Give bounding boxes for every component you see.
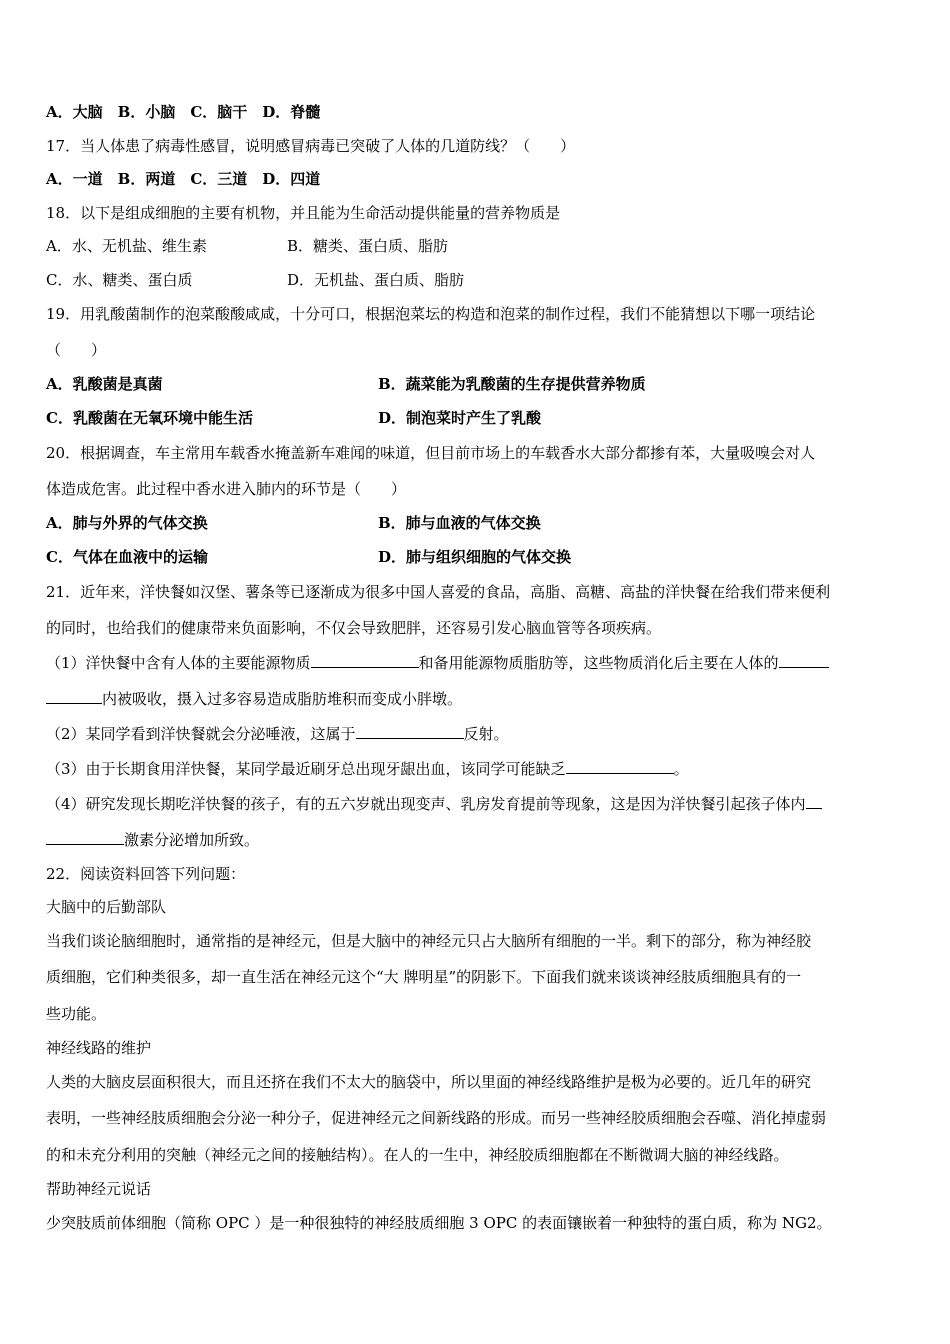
q21-part4-text-b: 激素分泌增加所致。 xyxy=(124,831,260,849)
q20-option-b: B．肺与血液的气体交换 xyxy=(378,514,541,532)
q16-options: A．大脑 B．小脑 C．脑干 D．脊髓 xyxy=(46,103,321,121)
q21-part1-text-b: 和备用能源物质脂肪等，这些物质消化后主要在人体的 xyxy=(418,654,779,672)
q18-option-d: D．无机盐、蛋白质、脂肪 xyxy=(287,271,465,289)
q20-option-d: D．肺与组织细胞的气体交换 xyxy=(378,548,572,566)
q19-option-d: D．制泡菜时产生了乳酸 xyxy=(378,409,542,427)
q21-part2-text-b: 反射。 xyxy=(463,725,509,743)
q21-part1-line2 xyxy=(46,688,462,709)
q22-para2-line1: 人类的大脑皮层面积很大，而且还挤在我们不太大的脑袋中，所以里面的神经线路维护是极为必要的。近几年的研究 xyxy=(46,1073,812,1091)
q22-heading-1: 大脑中的后勤部队 xyxy=(46,898,167,916)
q21-part2-text-a: （2）某同学看到洋快餐就会分泌唾液，这属于 xyxy=(46,725,356,743)
q22-para2-line3: 的和未充分利用的突触（神经元之间的接触结构）。在人的一生中，神经胶质细胞都在不断微调大脑的神经线路。 xyxy=(46,1146,789,1164)
q19-stem-line2: （ ） xyxy=(46,341,107,359)
q21-part1-blank-2a[interactable] xyxy=(779,652,829,668)
q22-stem: 22．阅读资料回答下列问题： xyxy=(46,865,246,883)
q22-para2-line2: 表明，一些神经肢质细胞会分泌一种分子，促进神经元之间新线路的形成。而另一些神经胶质细胞会吞噬、消化掉虚弱 xyxy=(46,1109,827,1127)
q20-option-a: A．肺与外界的气体交换 xyxy=(46,514,208,532)
q22-heading-2: 神经线路的维护 xyxy=(46,1039,152,1057)
q21-part4-line2 xyxy=(46,829,259,850)
q19-stem-line1: 19．用乳酸菌制作的泡菜酸酸咸咸，十分可口，根据泡菜坛的构造和泡菜的制作过程，我们不能猜想以下哪一项结论 xyxy=(46,305,816,323)
q21-part3-text-b: 。 xyxy=(673,760,689,778)
q21-part1-text-c: 内被吸收，摄入过多容易造成脂肪堆积而变成小胖墩。 xyxy=(102,690,463,708)
q21-part3 xyxy=(46,758,689,779)
q19-option-a: A．乳酸菌是真菌 xyxy=(46,375,163,393)
q22-para1-line2: 质细胞，它们种类很多，却一直生活在神经元这个“大 牌明星”的阴影下。下面我们就来谈谈神经肢质细胞具有的一 xyxy=(46,968,802,986)
q20-stem-line2: 体造成危害。此过程中香水进入肺内的环节是（ ） xyxy=(46,480,407,498)
q21-part3-blank[interactable] xyxy=(566,758,674,774)
q21-part1-line1 xyxy=(46,652,829,673)
q20-stem-line1: 20．根据调查，车主常用车载香水掩盖新车难闻的味道，但目前市场上的车载香水大部分都掺有苯，大量吸嗅会对人 xyxy=(46,444,816,462)
q21-part1-blank-1[interactable] xyxy=(311,652,419,668)
q21-part2-blank[interactable] xyxy=(356,723,464,739)
q22-heading-3: 帮助神经元说话 xyxy=(46,1180,152,1198)
q17-options: A．一道 B．两道 C．三道 D．四道 xyxy=(46,170,321,188)
q18-stem: 18．以下是组成细胞的主要有机物，并且能为生命活动提供能量的营养物质是 xyxy=(46,204,561,222)
q21-part1-text-a: （1）洋快餐中含有人体的主要能源物质 xyxy=(46,654,311,672)
q22-para1-line3: 些功能。 xyxy=(46,1005,107,1023)
q21-part1-blank-2b[interactable] xyxy=(46,688,102,704)
q21-part4-text-a: （4）研究发现长期吃洋快餐的孩子，有的五六岁就出现变声、乳房发育提前等现象，这是因为洋快餐引起孩子体内 xyxy=(46,795,806,813)
q21-part3-text-a: （3）由于长期食用洋快餐，某同学最近刷牙总出现牙龈出血，该同学可能缺乏 xyxy=(46,760,566,778)
q19-option-b: B．蔬菜能为乳酸菌的生存提供营养物质 xyxy=(378,375,646,393)
q21-part4-blank-a[interactable] xyxy=(806,793,822,809)
q18-option-b: B．糖类、蛋白质、脂肪 xyxy=(287,237,449,255)
q21-part4-blank-b[interactable] xyxy=(46,829,124,845)
q17-stem: 17．当人体患了病毒性感冒，说明感冒病毒已突破了人体的几道防线？（ ） xyxy=(46,137,576,155)
q19-option-c: C．乳酸菌在无氧环境中能生活 xyxy=(46,409,253,427)
q18-option-a: A．水、无机盐、维生素 xyxy=(46,237,207,255)
q20-option-c: C．气体在血液中的运输 xyxy=(46,548,208,566)
q22-para1-line1: 当我们谈论脑细胞时，通常指的是神经元，但是大脑中的神经元只占大脑所有细胞的一半。剩下的部分，称为神经胶 xyxy=(46,932,812,950)
q21-stem-line2: 的同时，也给我们的健康带来负面影响，不仅会导致肥胖，还容易引发心脑血管等各项疾病。 xyxy=(46,619,662,637)
q21-part2 xyxy=(46,723,509,744)
q21-stem-line1: 21．近年来，洋快餐如汉堡、薯条等已逐渐成为很多中国人喜爱的食品，高脂、高糖、高盐的洋快餐在给我们带来便利 xyxy=(46,583,831,601)
q22-para3-line1: 少突肢质前体细胞（简称 OPC ）是一种很独特的神经肢质细胞 3 OPC 的表面镶嵌着一种独特的蛋白质，称为 NG2。 xyxy=(46,1214,832,1232)
q18-option-c: C．水、糖类、蛋白质 xyxy=(46,271,193,289)
q21-part4-line1 xyxy=(46,793,822,814)
